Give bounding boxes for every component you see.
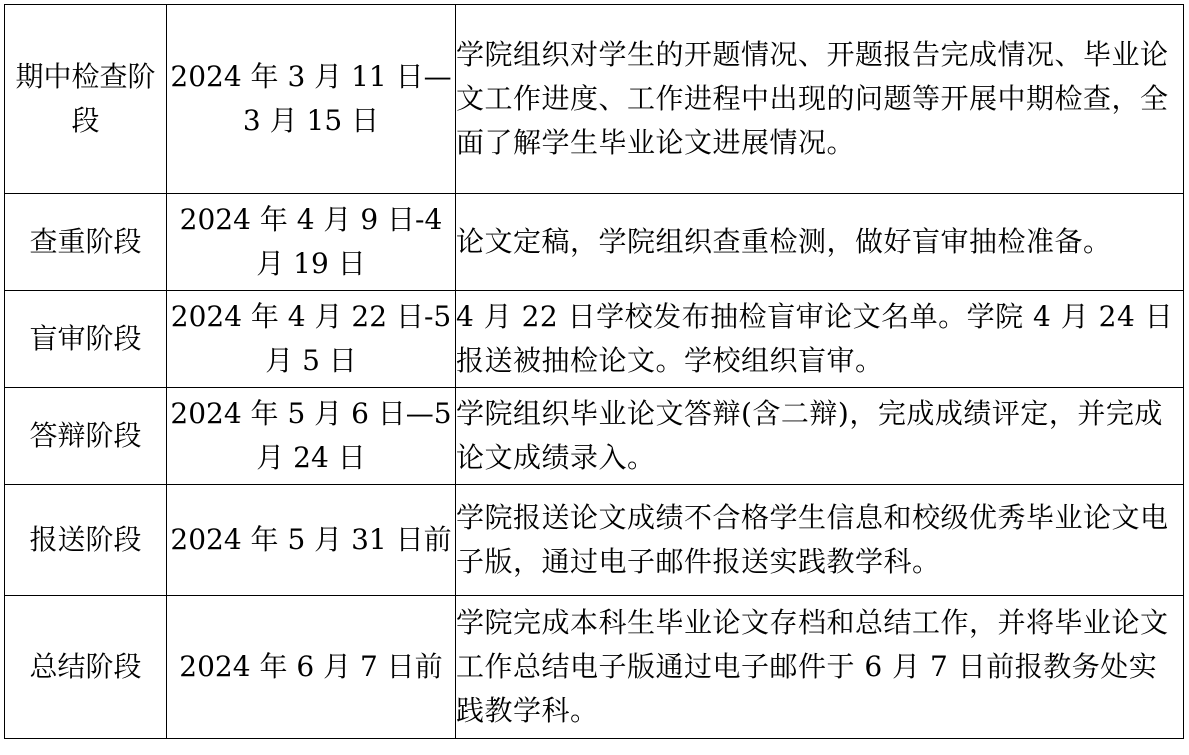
stage-label: 期中检查阶段 bbox=[15, 60, 156, 137]
description-cell bbox=[456, 5, 1184, 194]
date-cell bbox=[167, 194, 456, 291]
date-range: 2024 年 3 月 11 日—3 月 15 日 bbox=[170, 60, 452, 137]
date-cell bbox=[167, 485, 456, 596]
description-text: 学院报送论文成绩不合格学生信息和校级优秀毕业论文电子版，通过电子邮件报送实践教学科。 bbox=[456, 501, 1169, 578]
stage-cell bbox=[5, 388, 167, 485]
stage-cell bbox=[5, 596, 167, 739]
date-cell bbox=[167, 596, 456, 739]
table-row bbox=[5, 485, 1184, 596]
description-text: 4 月 22 日学校发布抽检盲审论文名单。学院 4 月 24 日报送被抽检论文。学校组织盲审。 bbox=[456, 300, 1174, 377]
schedule-table bbox=[4, 4, 1184, 739]
stage-label: 查重阶段 bbox=[29, 225, 142, 258]
date-range: 2024 年 4 月 9 日-4 月 19 日 bbox=[179, 203, 443, 280]
description-text: 论文定稿，学院组织查重检测，做好盲审抽检准备。 bbox=[456, 225, 1112, 258]
date-range: 2024 年 5 月 6 日—5 月 24 日 bbox=[170, 397, 452, 474]
table-row bbox=[5, 5, 1184, 194]
date-cell bbox=[167, 5, 456, 194]
stage-cell bbox=[5, 5, 167, 194]
date-range: 2024 年 6 月 7 日前 bbox=[179, 650, 443, 683]
description-text: 学院组织毕业论文答辩(含二辩)，完成成绩评定，并完成论文成绩录入。 bbox=[456, 397, 1163, 474]
table-row bbox=[5, 291, 1184, 388]
description-text: 学院完成本科生毕业论文存档和总结工作，并将毕业论文工作总结电子版通过电子邮件于 6 月 7 日前报教务处实践教学科。 bbox=[456, 606, 1169, 727]
date-range: 2024 年 4 月 22 日-5 月 5 日 bbox=[170, 300, 452, 377]
date-range: 2024 年 5 月 31 日前 bbox=[170, 523, 452, 556]
stage-cell bbox=[5, 194, 167, 291]
stage-label: 答辩阶段 bbox=[29, 419, 142, 452]
description-cell bbox=[456, 596, 1184, 739]
stage-cell bbox=[5, 485, 167, 596]
table-row bbox=[5, 388, 1184, 485]
stage-cell bbox=[5, 291, 167, 388]
stage-label: 总结阶段 bbox=[29, 650, 142, 683]
date-cell bbox=[167, 388, 456, 485]
description-cell bbox=[456, 291, 1184, 388]
table-row bbox=[5, 596, 1184, 739]
table-row bbox=[5, 194, 1184, 291]
stage-label: 盲审阶段 bbox=[29, 322, 142, 355]
description-cell bbox=[456, 388, 1184, 485]
stage-label: 报送阶段 bbox=[29, 523, 142, 556]
date-cell bbox=[167, 291, 456, 388]
description-cell bbox=[456, 194, 1184, 291]
description-text: 学院组织对学生的开题情况、开题报告完成情况、毕业论文工作进度、工作进程中出现的问题等开展中期检查，全面了解学生毕业论文进展情况。 bbox=[456, 38, 1169, 159]
description-cell bbox=[456, 485, 1184, 596]
